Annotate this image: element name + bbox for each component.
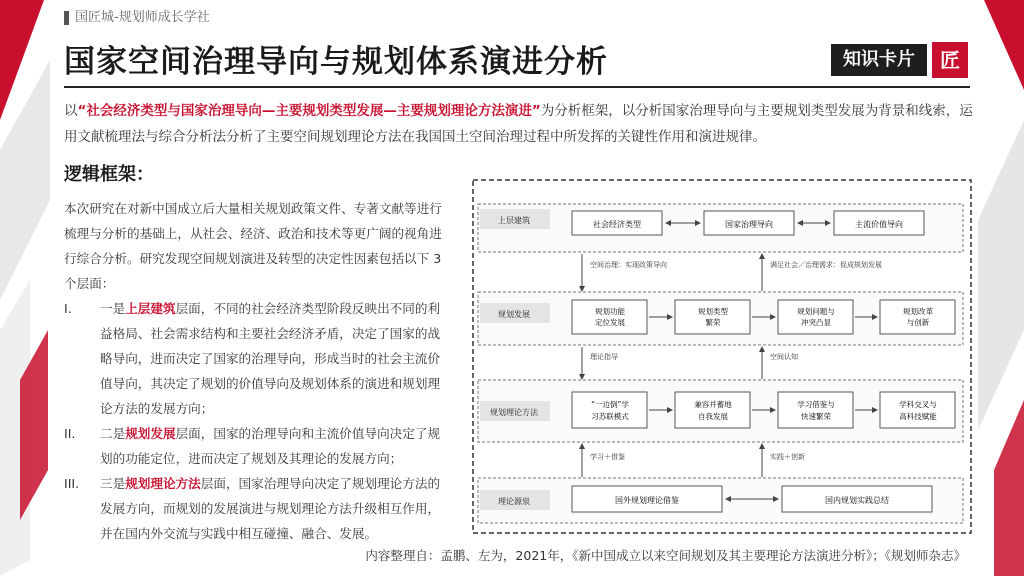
logic-item-2 — [64, 421, 442, 471]
box-r3-2-line1: 兼容并蓄地 — [694, 400, 732, 409]
layer-label-1: 上层建筑 — [498, 216, 530, 225]
box-r3-3-line1: 学习借鉴与 — [797, 400, 835, 409]
brand-bar — [64, 6, 210, 25]
left-decoration — [0, 0, 60, 576]
source-citation: 内容整理自：孟鹏、左为，2021年，《新中国成立以来空间规划及其主要理论方法演进分析》；《规划师杂志》 — [365, 548, 966, 563]
intro-prefix: 以 — [64, 103, 78, 119]
item-lead: 三是 — [100, 476, 126, 491]
box-r2-3-line1: 规划问题与 — [797, 307, 835, 316]
box-r2-1 — [572, 300, 647, 334]
item-number: II. — [64, 426, 76, 441]
knowledge-card-badge: 知识卡片 — [831, 44, 927, 76]
box-r2-2-line1: 规划类型 — [698, 307, 728, 316]
arrow-label-6: 实践＋创新 — [770, 453, 805, 461]
layer-label-2: 规划发展 — [498, 310, 530, 319]
box-r2-2 — [675, 300, 750, 334]
item-key: 规划理论方法 — [125, 476, 201, 491]
page-title: 国家空间治理导向与规划体系演进分析 — [64, 44, 608, 80]
box-social-economic-text: 社会经济类型 — [593, 220, 641, 229]
box-r3-2-line2: 自我发展 — [698, 412, 728, 421]
box-r2-1-line1: 规划功能 — [595, 307, 625, 316]
box-r3-3-line2: 快速繁荣 — [801, 412, 831, 421]
box-r3-1 — [572, 392, 647, 428]
intro-highlight: “社会经济类型与国家治理导向—主要规划类型发展—主要规划理论方法演进” — [77, 103, 541, 119]
brand-logo: 匠 — [932, 42, 968, 78]
arrow-label-1: 空间治理：实现政策导向 — [590, 261, 667, 269]
box-r3-1-line2: 习苏联模式 — [591, 412, 629, 421]
item-lead: 二是 — [100, 426, 126, 441]
box-national-governance-text: 国家治理导向 — [725, 220, 773, 229]
right-decoration — [964, 0, 1024, 576]
box-r2-4-line1: 规划改革 — [903, 307, 933, 316]
logic-body — [64, 196, 442, 546]
layer-label-3: 规划理论方法 — [490, 408, 538, 417]
logic-item-1 — [64, 296, 442, 421]
arrow-label-2: 满足社会／治理需求：促成规划发展 — [770, 261, 882, 269]
box-r2-3 — [778, 300, 853, 334]
box-mainstream-value-text: 主流价值导向 — [855, 220, 903, 229]
box-r3-2 — [675, 392, 750, 428]
arrow-label-4: 空间认知 — [770, 353, 798, 361]
brand-name: 国匠城-规划师成长学社 — [75, 10, 210, 25]
framework-diagram — [472, 179, 972, 534]
box-domestic-practice-text: 国内规划实践总结 — [825, 496, 889, 505]
title-divider — [64, 86, 970, 88]
box-foreign-theory-text: 国外规划理论借鉴 — [615, 496, 679, 505]
item-key: 规划发展 — [125, 426, 176, 441]
box-r3-3 — [778, 392, 853, 428]
arrow-label-5: 学习＋借鉴 — [590, 453, 625, 461]
box-r2-4 — [880, 300, 955, 334]
item-key: 上层建筑 — [125, 301, 176, 316]
logic-item-3 — [64, 471, 442, 546]
item-lead: 一是 — [100, 301, 126, 316]
logic-paragraph: 本次研究在对新中国成立后大量相关规划政策文件、专著文献等进行梳理与分析的基础上，从社会、经济、政治和技术等更广阔的视角进行综合分析。研究发现空间规划演进及转型的决定性因素包括以下 3 个层面： — [64, 201, 442, 291]
box-r2-4-line2: 与创新 — [906, 318, 930, 327]
item-number: III. — [64, 476, 80, 491]
item-text: 层面，国家的治理导向和主流价值导向决定了规划的功能定位，进而决定了规划及其理论的发展方向； — [100, 426, 441, 466]
arrow-label-3: 理论指导 — [590, 353, 618, 361]
box-r2-3-line2: 冲突凸显 — [801, 318, 831, 327]
intro-suffix: 为分析框架，以分析国家治理导向与主要规划类型发展为背景和线索，运用文献梳理法与综合分析法分析了主要空间规划理论方法在我国国土空间治理过程中所发挥的关键性作用和演进规律。 — [64, 103, 973, 145]
brand-bar-marker — [64, 11, 69, 25]
box-r2-2-line2: 繁荣 — [705, 318, 721, 327]
box-r2-1-line2: 定位发展 — [595, 318, 625, 327]
intro-paragraph — [64, 98, 974, 150]
box-r3-1-line1: “一边倒”学 — [591, 400, 629, 409]
box-r3-4 — [880, 392, 955, 428]
box-r3-4-line2: 高科技赋能 — [899, 412, 937, 421]
item-text: 层面，国家治理导向决定了规划理论方法的发展方向，而规划的发展演进与规划理论方法升级相互作用，并在国内外交流与实践中相互碰撞、融合、发展。 — [100, 476, 441, 541]
box-r3-4-line1: 学科交叉与 — [899, 400, 937, 409]
logic-list — [64, 296, 442, 546]
item-text: 层面，不同的社会经济类型阶段反映出不同的利益格局、社会需求结构和主要社会经济矛盾，决定了国家的战略导向，进而决定了国家的治理导向，形成当时的社会主流价值导向，其决定了规划的价值导向及规划体系的演进和规划理论方法的发展方向； — [100, 301, 441, 416]
logic-section-title: 逻辑框架： — [64, 164, 154, 185]
layer-label-4: 理论源泉 — [498, 497, 530, 506]
item-number: I. — [64, 301, 72, 316]
